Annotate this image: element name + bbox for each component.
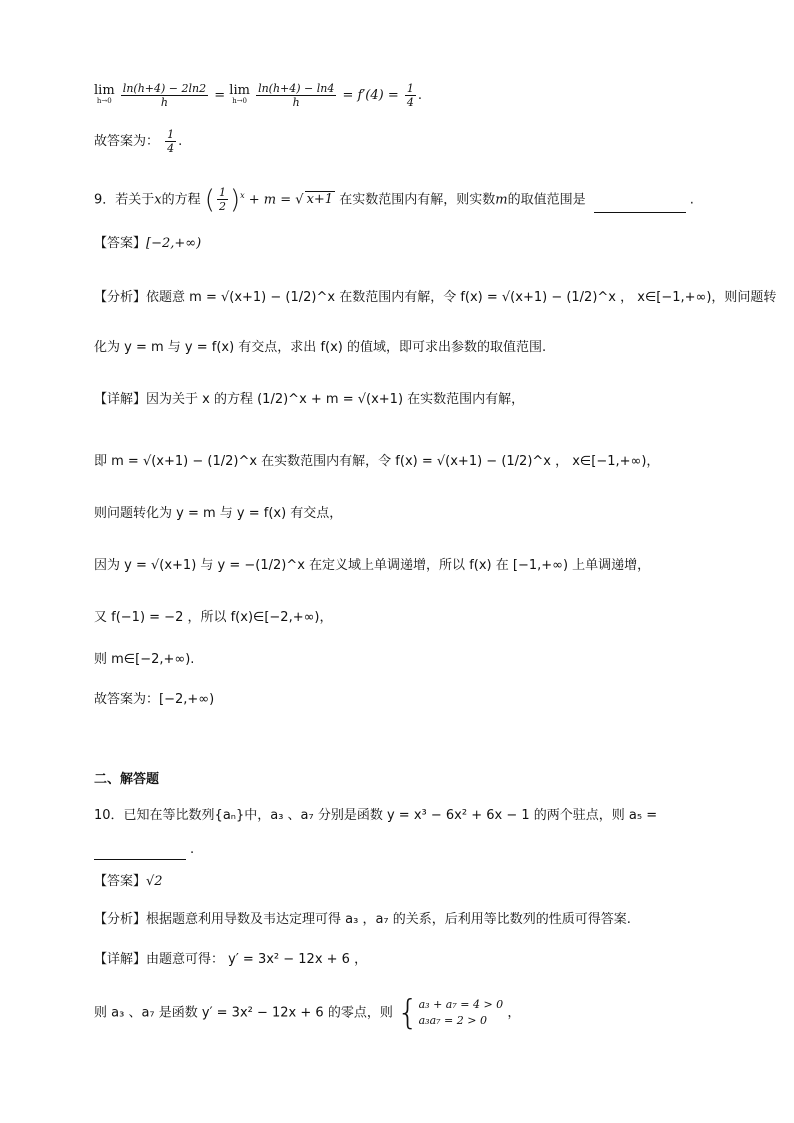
detail-line-5: 又 f(−1) = −2 ，所以 f(x)∈[−2,+∞)， [94,610,333,625]
answer-blank [94,845,186,860]
question-9: 9．若关于x的方程 ( $\frac{1}{2}$ )$^x$ + m = √ x+1 在实数范围内有解，则实数m的取值范围是 . [94,184,694,215]
detail-tag: 【详解】 [94,392,147,407]
detail-tag: 【详解】 [94,952,147,967]
detail-line-1: 【详解】由题意可得： y′ = 3x² − 12x + 6 ， [94,952,368,967]
analysis-line: 【分析】根据题意利用导数及韦达定理可得 a₃ ，a₇ 的关系，后利用等比数列的性质可得答案. [94,912,631,927]
detail-line-1: 【详解】因为关于 x 的方程 (1/2)^x + m = √(x+1) 在实数范围内有解， [94,392,525,407]
analysis-tag: 【分析】 [94,912,147,927]
detail-line-4: 因为 y = √(x+1) 与 y = −(1/2)^x 在定义域上单调递增，所以 f(x) 在 [−1,+∞) 上单调递增， [94,558,651,573]
fraction: $\frac{1}{4}$ [167,128,175,155]
fraction: $\frac{1}{4}$ [406,82,414,109]
answer-row: 【答案】[−2,+∞) [94,236,202,251]
answer-line: 故答案为： $\frac{1}{4}$ . [94,128,183,155]
analysis-line-2: 化为 y = m 与 y = f(x) 有交点，求出 f(x) 的值域，即可求出参数的取值范围. [94,340,547,355]
answer-tag: 【答案】 [94,874,147,889]
question-10: 10．已知在等比数列{aₙ}中，a₃ 、a₇ 分别是函数 y = x³ − 6x² + 6x − 1 的两个驻点，则 a₅ = [94,808,658,823]
answer-blank [594,198,686,213]
equation-system: { a₃ + a₇ = 4 > 0 a₃a₇ = 2 > 0 [396,993,504,1033]
analysis-line-1: 【分析】依题意 m = √(x+1) − (1/2)^x 在数范围内有解，令 f(x) = √(x+1) − (1/2)^x ， x∈[−1,+∞)，则问题转 [94,290,777,305]
final-answer: 故答案为：[−2,+∞) [94,692,215,707]
answer-tag: 【答案】 [94,236,147,251]
detail-line-2: 即 m = √(x+1) − (1/2)^x 在实数范围内有解，令 f(x) = √(x+1) − (1/2)^x ， x∈[−1,+∞)， [94,454,660,469]
limit-operator: lim h→0 [94,82,115,105]
detail-line-6: 则 m∈[−2,+∞). [94,652,195,667]
detail-line-3: 则问题转化为 y = m 与 y = f(x) 有交点， [94,506,343,521]
limit-equation: lim h→0 $\frac{\ln(h+4) - 2\ln 2}{h}$ = lim h→0 $\frac{\ln(h+4) - \ln 4}{h}$ = f′(4) = $\frac{1}{4}$ . [94,82,423,109]
analysis-tag: 【分析】 [94,290,147,305]
fraction: $\frac{\ln(h+4) - \ln 4}{h}$ [258,82,335,109]
section-heading: 二、解答题 [94,772,160,787]
answer-blank-line: . [94,840,194,860]
detail-line-2: 则 a₃ 、a₇ 是函数 y′ = 3x² − 12x + 6 的零点，则 { a₃ + a₇ = 4 > 0 a₃a₇ = 2 > 0 ， [94,993,521,1033]
answer-row: 【答案】√2 [94,874,163,889]
fraction: $\frac{\ln(h+4) - 2\ln 2}{h}$ [122,82,207,109]
limit-operator: lim h→0 [229,82,250,105]
